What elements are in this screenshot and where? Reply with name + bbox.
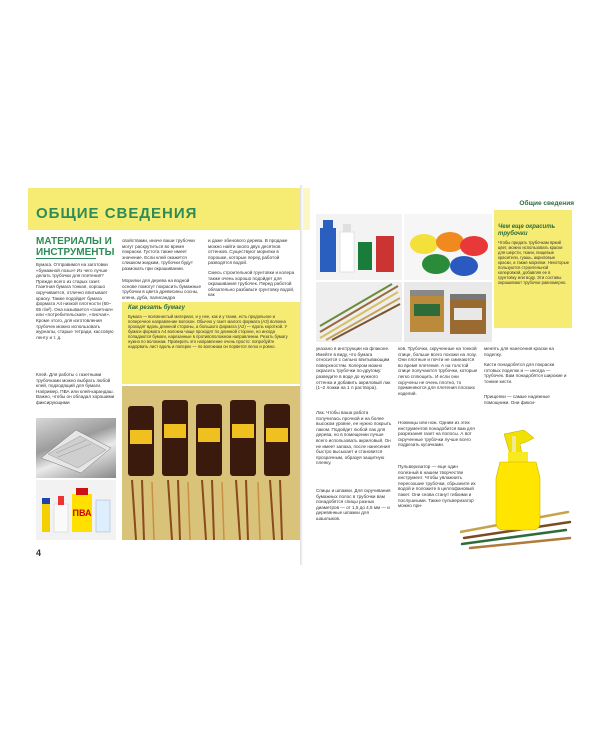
body-text-r3: менять для нанесения краски на поделку. xyxy=(484,346,554,357)
body-text-r3b: Кисти понадобятся для покраски готовых поделок и — иногда — трубочек. Вам понадобятся широкие и тонкие кисти. xyxy=(484,362,567,384)
body-text-col1b: Клей. Для работы с газетными трубочками можно выбрать любой клей, подходящий для бумаги. Например, ПВА или клей-карандаш. Важно, чтобы он обладал хорошими фиксирующими xyxy=(36,372,115,405)
callout-text: Бумага — волокнистый материал, и у нее, как и у ткани, есть продольное и поперечное направление волокон. Обычно у газет малого формата (А3) волокна проходят вдоль длинной стороны, а большого формата (А2) — вдоль короткой. У бумаги формата А4 волокна чаще проходят по длинной стороне, но иногда попадаются бумаги, нарезанные в противоположном направлении. Резать бумагу нужно по волокнам. Проверить это направление очень просто: попробуйте надорвать лист вдоль и поперек — по волокнам он порвется легко и ровно. xyxy=(128,314,288,349)
spray-bottle-photo xyxy=(460,414,572,550)
page-gutter xyxy=(300,185,303,565)
heading-rule xyxy=(36,258,96,259)
body-text-r2b: Ножницы или нож. Одним из этих инструментов понадобится вам для разрезания газет на полосы. А вот скрученные трубочки лучше всего подрезать кусачками. xyxy=(398,420,475,448)
paint-jars-photo xyxy=(316,214,402,280)
page-title: ОБЩИЕ СВЕДЕНИЯ xyxy=(36,205,198,222)
body-text-r1b: Лак. Чтобы ваша работа получилась прочной и на более высоком уровне, ее нужно покрыть лаком. Подойдет любой лак для дерева, но в помещении лучше всего использовать акриловый. Он не имеет запаха, после нанесения быстро высыхает и становится прозрачным, образуя защитную пленку. xyxy=(316,410,392,466)
body-text-r1: указано в инструкции на флаконе. Имейте в виду, что бумага относится с сильно впитывающим поверхностям. Колером можно окрасить трубочки по-другому: разведите в воде до нужного оттенка и добавить акриловый лак (1–2 ложки на 1 л раствора). xyxy=(316,346,391,391)
wood-stain-bottles-photo xyxy=(122,386,300,540)
glue-bottles-photo xyxy=(36,480,116,540)
section-label: Общие сведения xyxy=(519,200,574,207)
section-heading: МАТЕРИАЛЫ И ИНСТРУМЕНТЫ xyxy=(36,236,115,258)
callout-title: Как резать бумагу xyxy=(128,305,185,311)
body-text-col1: Бумага. Отправимся на заготовки «бумажной лозы»! Из чего лучше делать трубочки для плетения? Прежде всего из старых газет. Газетная бумага тонкая, хорошо скручивается, отлично впитывает краску. Также подойдет бумага формата А4 низкой плотности (60–65 г/м²). Она называется «газетная» или «потребительская», «писчая». Кроме этого, для изготовления трубочек можно использовать журналы, старые тетради, кассовую ленту и т. д. xyxy=(36,262,114,340)
stain-cans-photo xyxy=(404,282,492,342)
body-text-col2: свойствами, иначе ваши трубочки могут раскрутиться во время покраски. Густота также имеет значение. Если клей окажется слишком жидким, трубочки будут размокать при окрашивании. xyxy=(122,238,195,271)
page-number: 4 xyxy=(36,548,42,558)
body-text-col3: и даже эбенового дерева. В продаже можно найти около двух десятков оттенков. Существуют морилки в порошке, которые перед работой разводятся водой. xyxy=(208,238,288,266)
newspapers-photo xyxy=(36,418,116,478)
body-text-col3b: Смесь строительной грунтовки и колера также очень хорошо подойдет для окрашивания трубочек. Перед работой обязательно разбавьте грунтовку водой, как xyxy=(208,270,295,298)
body-text-r2: ков. Трубочки, скрученные на тонкой спице, больше всего похожи на лозу. Они плотные и почти не сминаются во время плетения. А на толстой спице получаются трубочки, которые легко сплющить. И если они скручены не очень плотно, то применяются для плетения плоских изделий. xyxy=(398,346,478,396)
body-text-col2b: Морилки для дерева на водной основе помогут покрасить бумажные трубочки в цвета древесины сосны, клена, дуба, палисандра xyxy=(122,278,202,300)
paint-cups-photo xyxy=(404,214,492,280)
colored-tubes-photo xyxy=(316,282,402,342)
svg-text:ПВА: ПВА xyxy=(72,508,92,518)
body-text-r1c: Спицы и шпажки. Для скручивания бумажных полос в трубочки вам понадобятся спицы разных диаметров — от 1,5 до 4,5 мм — и деревянные шпажки для шашлыков. xyxy=(316,488,391,521)
body-text-r3c: Прищепки — самые надежные помощники. Они фикси- xyxy=(484,394,550,405)
body-text-r2c: Пульверизатор — еще один полезный в нашем творчестве инструмент. Чтобы увлажнить пересохшие трубочки, сбрызните их водой и положите в целлофановый пакет. Они снова станут гибкими и послушными. Также пульверизатор можно при- xyxy=(398,464,476,509)
callout-title-right: Чем еще окрасить трубочки xyxy=(498,224,556,237)
callout-text-right: Чтобы придать трубочкам яркий цвет, можно использовать краски для шерсти, ткани, пищевые красители, гуашь, акриловые краски, а также морилки. Некоторые пользуются строительной колеровкой, добавляя ее в грунтовку или воду. Эти составы окрашивают трубочки равномерно. xyxy=(498,240,570,285)
